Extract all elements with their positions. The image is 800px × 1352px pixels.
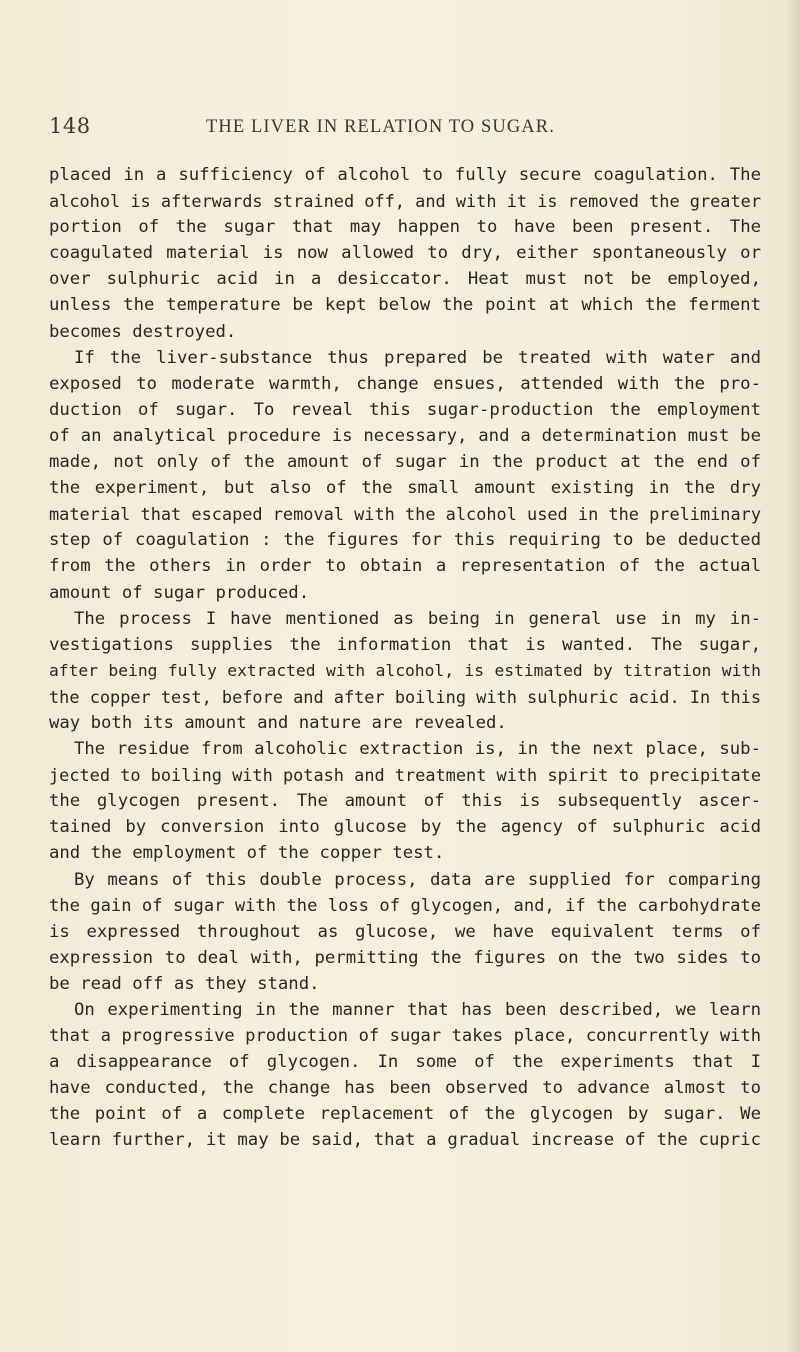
text-line: a disappearance of glycogen. In some of the experiments that I <box>49 1052 761 1073</box>
text-line: On experimenting in the manner that has been described, we learn <box>74 1000 761 1020</box>
text-line: of an analytical procedure is necessary, and a determination must be <box>49 425 761 446</box>
text-line: after being fully extracted with alcohol, is estimated by titration with <box>49 660 761 680</box>
text-line: If the liver-substance thus prepared be treated with water and <box>74 347 761 368</box>
text-line: and the employment of the copper test. <box>49 843 445 864</box>
text-line: material that escaped removal with the alcohol used in the preliminary <box>49 504 761 525</box>
text-line: be read off as they stand. <box>49 973 320 994</box>
text-line: way both its amount and nature are revealed. <box>49 712 507 733</box>
text-line: from the others in order to obtain a representation of the actual <box>49 556 761 577</box>
text-line: the point of a complete replacement of the glycogen by sugar. We <box>49 1104 761 1125</box>
text-line: The process I have mentioned as being in general use in my in- <box>74 608 761 629</box>
text-line: The residue from alcoholic extraction is, in the next place, sub- <box>74 739 761 760</box>
text-line: coagulated material is now allowed to dry, either spontaneously or <box>49 243 761 264</box>
body-text <box>49 162 761 1154</box>
text-line: the copper test, before and after boiling with sulphuric acid. In this <box>49 686 761 707</box>
text-line: have conducted, the change has been observed to advance almost to <box>49 1078 761 1099</box>
text-line: expression to deal with, permitting the figures on the two sides to <box>49 947 761 968</box>
text-line: jected to boiling with potash and treatment with spirit to precipitate <box>49 765 761 786</box>
text-line: tained by conversion into glucose by the agency of sulphuric acid <box>49 817 761 838</box>
text-line: placed in a sufficiency of alcohol to fully secure coagulation. The <box>49 165 761 185</box>
text-line: exposed to moderate warmth, change ensues, attended with the pro- <box>49 373 761 394</box>
text-line: made, not only of the amount of sugar in the product at the end of <box>49 452 761 473</box>
text-line: duction of sugar. To reveal this sugar-production the employment <box>49 399 761 420</box>
text-line: becomes destroyed. <box>49 321 237 342</box>
text-line: By means of this double process, data are supplied for comparing <box>74 869 761 890</box>
running-title: THE LIVER IN RELATION TO SUGAR. <box>206 117 555 137</box>
text-line: that a progressive production of sugar takes place, concurrently with <box>49 1026 761 1047</box>
text-line: amount of sugar produced. <box>49 582 310 603</box>
text-line: unless the temperature be kept below the point at which the ferment <box>49 295 761 316</box>
text-line: step of coagulation : the figures for this requiring to be deducted <box>49 530 761 551</box>
text-line: alcohol is afterwards strained off, and with it is removed the greater <box>49 191 761 212</box>
text-line: the gain of sugar with the loss of glycogen, and, if the carbohydrate <box>49 895 761 916</box>
page-number: 148 <box>49 114 91 138</box>
text-line: is expressed throughout as glucose, we have equivalent terms of <box>49 921 761 942</box>
text-line: the glycogen present. The amount of this is subsequently ascer- <box>49 791 761 812</box>
text-line: portion of the sugar that may happen to have been present. The <box>49 217 761 238</box>
page-edge-shadow <box>786 0 800 1352</box>
text-line: over sulphuric acid in a desiccator. Heat must not be employed, <box>49 269 761 290</box>
text-line: vestigations supplies the information that is wanted. The sugar, <box>49 634 761 655</box>
text-line: learn further, it may be said, that a gradual increase of the cupric <box>49 1130 761 1151</box>
text-line: the experiment, but also of the small amount existing in the dry <box>49 478 761 499</box>
